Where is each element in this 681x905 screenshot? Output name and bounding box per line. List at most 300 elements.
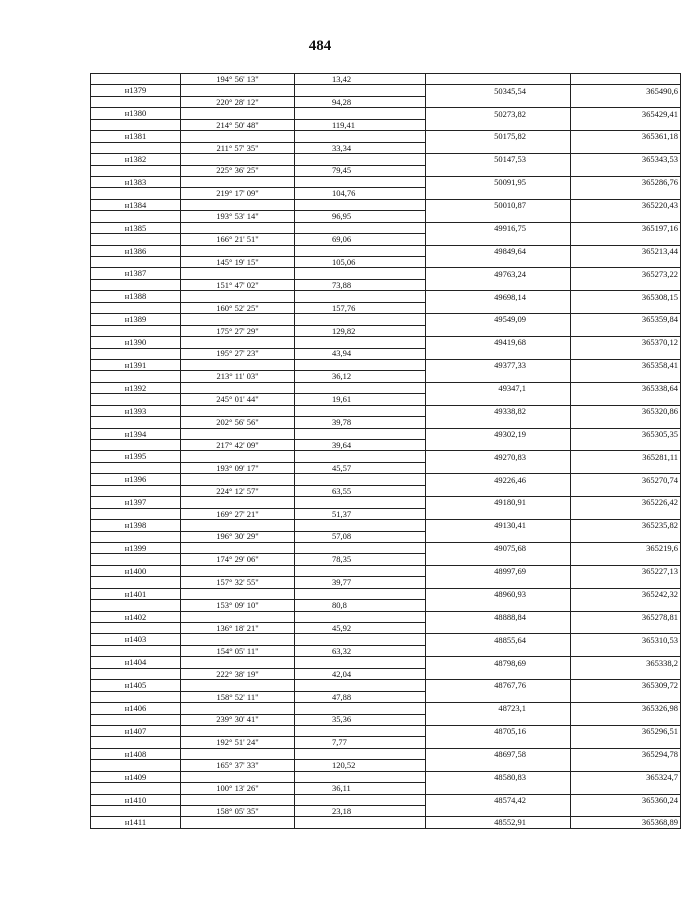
point-name-cell (91, 302, 181, 313)
x-coordinate-cell (426, 783, 571, 794)
segment-length-cell: 39,77 (295, 577, 426, 588)
y-coordinate-cell (571, 806, 681, 817)
x-coordinate-cell: 49226,46 (426, 474, 571, 485)
y-coordinate-cell (571, 600, 681, 611)
segment-row (91, 371, 681, 382)
point-row (91, 520, 681, 531)
x-coordinate-cell (426, 691, 571, 702)
point-name-cell: н1405 (91, 680, 181, 691)
x-coordinate-cell (426, 577, 571, 588)
x-coordinate-cell: 49270,83 (426, 451, 571, 462)
segment-length-cell: 43,94 (295, 348, 426, 359)
segment-length-cell: 79,45 (295, 165, 426, 176)
y-coordinate-cell: 365213,44 (571, 245, 681, 256)
direction-angle-cell: 158° 52' 11" (181, 691, 295, 702)
direction-angle-cell: 214° 50' 48" (181, 119, 295, 130)
segment-length-cell: 73,88 (295, 279, 426, 290)
point-row (91, 588, 681, 599)
y-coordinate-cell (571, 188, 681, 199)
point-name-cell (91, 440, 181, 451)
point-row (91, 222, 681, 233)
direction-angle-cell: 153° 09' 10" (181, 600, 295, 611)
x-coordinate-cell (426, 348, 571, 359)
point-name-cell (91, 508, 181, 519)
x-coordinate-cell (426, 623, 571, 634)
point-name-cell: н1395 (91, 451, 181, 462)
segment-row (91, 531, 681, 542)
point-name-cell: н1396 (91, 474, 181, 485)
x-coordinate-cell: 48888,84 (426, 611, 571, 622)
y-coordinate-cell: 365338,64 (571, 382, 681, 393)
segment-length-cell: 96,95 (295, 211, 426, 222)
y-coordinate-cell (571, 714, 681, 725)
point-name-cell (91, 783, 181, 794)
point-name-cell: н1387 (91, 268, 181, 279)
y-coordinate-cell: 365429,41 (571, 108, 681, 119)
direction-angle-cell: 194° 56' 13" (181, 74, 295, 85)
segment-row (91, 417, 681, 428)
x-coordinate-cell: 48552,91 (426, 817, 571, 828)
direction-angle-cell: 220° 28' 12" (181, 96, 295, 107)
y-coordinate-cell: 365361,18 (571, 131, 681, 142)
x-coordinate-cell (426, 554, 571, 565)
direction-angle-cell (181, 199, 295, 210)
direction-angle-cell (181, 245, 295, 256)
segment-row (91, 645, 681, 656)
y-coordinate-cell (571, 531, 681, 542)
x-coordinate-cell (426, 600, 571, 611)
point-row (91, 474, 681, 485)
x-coordinate-cell: 48723,1 (426, 703, 571, 714)
direction-angle-cell: 196° 30' 29" (181, 531, 295, 542)
point-name-cell: н1389 (91, 314, 181, 325)
point-row (91, 725, 681, 736)
segment-length-cell (295, 154, 426, 165)
x-coordinate-cell (426, 531, 571, 542)
direction-angle-cell (181, 725, 295, 736)
x-coordinate-cell (426, 279, 571, 290)
x-coordinate-cell: 49849,64 (426, 245, 571, 256)
point-name-cell: н1407 (91, 725, 181, 736)
y-coordinate-cell (571, 119, 681, 130)
segment-length-cell (295, 359, 426, 370)
x-coordinate-cell (426, 257, 571, 268)
segment-row (91, 234, 681, 245)
point-name-cell: н1392 (91, 382, 181, 393)
direction-angle-cell (181, 359, 295, 370)
x-coordinate-cell (426, 462, 571, 473)
point-name-cell (91, 600, 181, 611)
direction-angle-cell: 166° 21' 51" (181, 234, 295, 245)
y-coordinate-cell: 365273,22 (571, 268, 681, 279)
y-coordinate-cell: 365324,7 (571, 771, 681, 782)
segment-length-cell (295, 771, 426, 782)
segment-length-cell (295, 314, 426, 325)
point-row (91, 245, 681, 256)
x-coordinate-cell: 49347,1 (426, 382, 571, 393)
point-row (91, 337, 681, 348)
segment-row (91, 188, 681, 199)
y-coordinate-cell: 365343,53 (571, 154, 681, 165)
y-coordinate-cell: 365360,24 (571, 794, 681, 805)
segment-length-cell (295, 634, 426, 645)
segment-length-cell (295, 817, 426, 828)
direction-angle-cell (181, 657, 295, 668)
y-coordinate-cell (571, 142, 681, 153)
segment-length-cell: 39,64 (295, 440, 426, 451)
point-name-cell: н1403 (91, 634, 181, 645)
segment-length-cell (295, 176, 426, 187)
segment-length-cell: 13,42 (295, 74, 426, 85)
point-row (91, 154, 681, 165)
x-coordinate-cell: 50147,53 (426, 154, 571, 165)
x-coordinate-cell (426, 234, 571, 245)
point-name-cell (91, 554, 181, 565)
x-coordinate-cell: 50010,87 (426, 199, 571, 210)
point-name-cell (91, 165, 181, 176)
y-coordinate-cell: 365308,15 (571, 291, 681, 302)
segment-row (91, 74, 681, 85)
y-coordinate-cell (571, 783, 681, 794)
point-name-cell: н1411 (91, 817, 181, 828)
segment-length-cell (295, 382, 426, 393)
direction-angle-cell: 193° 53' 14" (181, 211, 295, 222)
direction-angle-cell (181, 268, 295, 279)
y-coordinate-cell (571, 760, 681, 771)
segment-row (91, 623, 681, 634)
segment-length-cell (295, 520, 426, 531)
direction-angle-cell (181, 428, 295, 439)
point-row (91, 199, 681, 210)
x-coordinate-cell: 48997,69 (426, 565, 571, 576)
x-coordinate-cell (426, 142, 571, 153)
direction-angle-cell: 195° 27' 23" (181, 348, 295, 359)
segment-row (91, 668, 681, 679)
segment-length-cell (295, 291, 426, 302)
point-name-cell (91, 531, 181, 542)
point-name-cell: н1386 (91, 245, 181, 256)
point-name-cell (91, 142, 181, 153)
segment-row (91, 806, 681, 817)
point-row (91, 405, 681, 416)
segment-row (91, 348, 681, 359)
point-row (91, 611, 681, 622)
y-coordinate-cell (571, 394, 681, 405)
point-row (91, 680, 681, 691)
y-coordinate-cell: 365242,32 (571, 588, 681, 599)
y-coordinate-cell: 365296,51 (571, 725, 681, 736)
point-row (91, 85, 681, 96)
y-coordinate-cell (571, 96, 681, 107)
segment-row (91, 737, 681, 748)
y-coordinate-cell: 365309,72 (571, 680, 681, 691)
x-coordinate-cell: 49549,09 (426, 314, 571, 325)
segment-length-cell: 69,06 (295, 234, 426, 245)
segment-length-cell: 63,32 (295, 645, 426, 656)
x-coordinate-cell (426, 668, 571, 679)
x-coordinate-cell: 49338,82 (426, 405, 571, 416)
y-coordinate-cell (571, 577, 681, 588)
point-name-cell: н1401 (91, 588, 181, 599)
point-name-cell: н1394 (91, 428, 181, 439)
x-coordinate-cell: 48574,42 (426, 794, 571, 805)
point-name-cell (91, 348, 181, 359)
point-name-cell (91, 188, 181, 199)
x-coordinate-cell: 49377,33 (426, 359, 571, 370)
segment-length-cell (295, 405, 426, 416)
direction-angle-cell: 192° 51' 24" (181, 737, 295, 748)
segment-length-cell: 36,12 (295, 371, 426, 382)
point-name-cell (91, 485, 181, 496)
direction-angle-cell (181, 451, 295, 462)
segment-length-cell (295, 565, 426, 576)
segment-length-cell: 45,92 (295, 623, 426, 634)
x-coordinate-cell (426, 394, 571, 405)
direction-angle-cell: 157° 32' 55" (181, 577, 295, 588)
point-row (91, 703, 681, 714)
segment-length-cell (295, 245, 426, 256)
x-coordinate-cell (426, 508, 571, 519)
point-name-cell: н1381 (91, 131, 181, 142)
direction-angle-cell: 211° 57' 35" (181, 142, 295, 153)
segment-row (91, 302, 681, 313)
point-row (91, 314, 681, 325)
direction-angle-cell: 193° 09' 17" (181, 462, 295, 473)
y-coordinate-cell (571, 737, 681, 748)
x-coordinate-cell: 49698,14 (426, 291, 571, 302)
point-row (91, 131, 681, 142)
y-coordinate-cell (571, 508, 681, 519)
x-coordinate-cell: 48960,93 (426, 588, 571, 599)
direction-angle-cell: 222° 38' 19" (181, 668, 295, 679)
segment-length-cell: 33,34 (295, 142, 426, 153)
point-name-cell: н1391 (91, 359, 181, 370)
segment-length-cell (295, 748, 426, 759)
x-coordinate-cell: 50175,82 (426, 131, 571, 142)
segment-length-cell (295, 131, 426, 142)
segment-length-cell: 94,28 (295, 96, 426, 107)
segment-length-cell: 39,78 (295, 417, 426, 428)
segment-row (91, 119, 681, 130)
point-row (91, 542, 681, 553)
point-name-cell (91, 737, 181, 748)
direction-angle-cell (181, 703, 295, 714)
segment-row (91, 714, 681, 725)
direction-angle-cell: 202° 56' 56" (181, 417, 295, 428)
point-name-cell: н1393 (91, 405, 181, 416)
x-coordinate-cell: 49916,75 (426, 222, 571, 233)
point-name-cell (91, 211, 181, 222)
page-number: 484 (308, 38, 332, 54)
point-name-cell (91, 417, 181, 428)
segment-row (91, 691, 681, 702)
coordinates-table (90, 73, 681, 829)
direction-angle-cell: 225° 36' 25" (181, 165, 295, 176)
direction-angle-cell (181, 131, 295, 142)
segment-row (91, 96, 681, 107)
segment-row (91, 485, 681, 496)
x-coordinate-cell (426, 760, 571, 771)
direction-angle-cell: 224° 12' 57" (181, 485, 295, 496)
y-coordinate-cell (571, 74, 681, 85)
point-name-cell (91, 668, 181, 679)
segment-length-cell: 36,11 (295, 783, 426, 794)
y-coordinate-cell: 365338,2 (571, 657, 681, 668)
point-row (91, 497, 681, 508)
segment-row (91, 554, 681, 565)
direction-angle-cell (181, 474, 295, 485)
point-name-cell: н1398 (91, 520, 181, 531)
x-coordinate-cell: 49302,19 (426, 428, 571, 439)
point-row (91, 176, 681, 187)
segment-length-cell: 157,76 (295, 302, 426, 313)
direction-angle-cell (181, 542, 295, 553)
point-name-cell (91, 394, 181, 405)
point-name-cell (91, 74, 181, 85)
segment-length-cell (295, 725, 426, 736)
segment-length-cell (295, 108, 426, 119)
x-coordinate-cell: 50091,95 (426, 176, 571, 187)
x-coordinate-cell (426, 417, 571, 428)
y-coordinate-cell: 365278,81 (571, 611, 681, 622)
point-name-cell: н1400 (91, 565, 181, 576)
y-coordinate-cell (571, 257, 681, 268)
segment-row (91, 440, 681, 451)
x-coordinate-cell: 50345,54 (426, 85, 571, 96)
segment-length-cell: 78,35 (295, 554, 426, 565)
segment-length-cell (295, 794, 426, 805)
y-coordinate-cell (571, 279, 681, 290)
point-row (91, 108, 681, 119)
y-coordinate-cell: 365490,6 (571, 85, 681, 96)
segment-row (91, 257, 681, 268)
segment-length-cell (295, 497, 426, 508)
x-coordinate-cell: 48855,64 (426, 634, 571, 645)
point-name-cell: н1382 (91, 154, 181, 165)
point-name-cell (91, 96, 181, 107)
point-name-cell: н1408 (91, 748, 181, 759)
direction-angle-cell: 217° 42' 09" (181, 440, 295, 451)
direction-angle-cell (181, 565, 295, 576)
segment-length-cell (295, 199, 426, 210)
y-coordinate-cell (571, 691, 681, 702)
point-row (91, 451, 681, 462)
segment-row (91, 600, 681, 611)
point-row (91, 268, 681, 279)
segment-row (91, 325, 681, 336)
segment-row (91, 142, 681, 153)
point-name-cell: н1380 (91, 108, 181, 119)
point-name-cell (91, 691, 181, 702)
segment-length-cell (295, 451, 426, 462)
direction-angle-cell (181, 520, 295, 531)
point-row (91, 382, 681, 393)
x-coordinate-cell (426, 119, 571, 130)
segment-length-cell: 129,82 (295, 325, 426, 336)
direction-angle-cell (181, 337, 295, 348)
direction-angle-cell: 245° 01' 44" (181, 394, 295, 405)
segment-length-cell (295, 680, 426, 691)
y-coordinate-cell (571, 417, 681, 428)
x-coordinate-cell (426, 645, 571, 656)
direction-angle-cell (181, 108, 295, 119)
x-coordinate-cell: 48798,69 (426, 657, 571, 668)
direction-angle-cell: 165° 37' 33" (181, 760, 295, 771)
segment-length-cell: 120,52 (295, 760, 426, 771)
segment-length-cell: 45,57 (295, 462, 426, 473)
point-row (91, 634, 681, 645)
point-name-cell (91, 714, 181, 725)
y-coordinate-cell: 365359,84 (571, 314, 681, 325)
direction-angle-cell: 219° 17' 09" (181, 188, 295, 199)
point-name-cell: н1397 (91, 497, 181, 508)
y-coordinate-cell: 365326,98 (571, 703, 681, 714)
y-coordinate-cell: 365310,53 (571, 634, 681, 645)
direction-angle-cell (181, 85, 295, 96)
point-row (91, 748, 681, 759)
y-coordinate-cell: 365197,16 (571, 222, 681, 233)
segment-length-cell (295, 588, 426, 599)
point-name-cell (91, 623, 181, 634)
x-coordinate-cell: 48697,58 (426, 748, 571, 759)
point-row (91, 817, 681, 828)
segment-row (91, 211, 681, 222)
y-coordinate-cell: 365220,43 (571, 199, 681, 210)
point-name-cell (91, 371, 181, 382)
x-coordinate-cell: 49075,68 (426, 542, 571, 553)
x-coordinate-cell (426, 74, 571, 85)
point-name-cell: н1409 (91, 771, 181, 782)
x-coordinate-cell (426, 96, 571, 107)
y-coordinate-cell: 365219,6 (571, 542, 681, 553)
point-row (91, 794, 681, 805)
x-coordinate-cell: 49180,91 (426, 497, 571, 508)
direction-angle-cell: 136° 18' 21" (181, 623, 295, 634)
y-coordinate-cell (571, 234, 681, 245)
x-coordinate-cell: 50273,82 (426, 108, 571, 119)
segment-length-cell: 80,8 (295, 600, 426, 611)
x-coordinate-cell: 48767,76 (426, 680, 571, 691)
segment-length-cell: 42,04 (295, 668, 426, 679)
y-coordinate-cell: 365270,74 (571, 474, 681, 485)
segment-length-cell: 7,77 (295, 737, 426, 748)
segment-length-cell (295, 657, 426, 668)
y-coordinate-cell (571, 554, 681, 565)
point-row (91, 771, 681, 782)
y-coordinate-cell (571, 371, 681, 382)
y-coordinate-cell (571, 165, 681, 176)
y-coordinate-cell (571, 440, 681, 451)
point-name-cell: н1399 (91, 542, 181, 553)
direction-angle-cell (181, 222, 295, 233)
segment-length-cell (295, 542, 426, 553)
x-coordinate-cell (426, 188, 571, 199)
segment-length-cell (295, 268, 426, 279)
segment-length-cell: 63,55 (295, 485, 426, 496)
x-coordinate-cell (426, 737, 571, 748)
x-coordinate-cell: 49130,41 (426, 520, 571, 531)
direction-angle-cell: 174° 29' 06" (181, 554, 295, 565)
point-row (91, 428, 681, 439)
segment-length-cell: 57,08 (295, 531, 426, 542)
direction-angle-cell (181, 771, 295, 782)
point-name-cell (91, 645, 181, 656)
point-name-cell (91, 325, 181, 336)
point-row (91, 291, 681, 302)
segment-row (91, 577, 681, 588)
y-coordinate-cell: 365235,82 (571, 520, 681, 531)
point-name-cell (91, 119, 181, 130)
